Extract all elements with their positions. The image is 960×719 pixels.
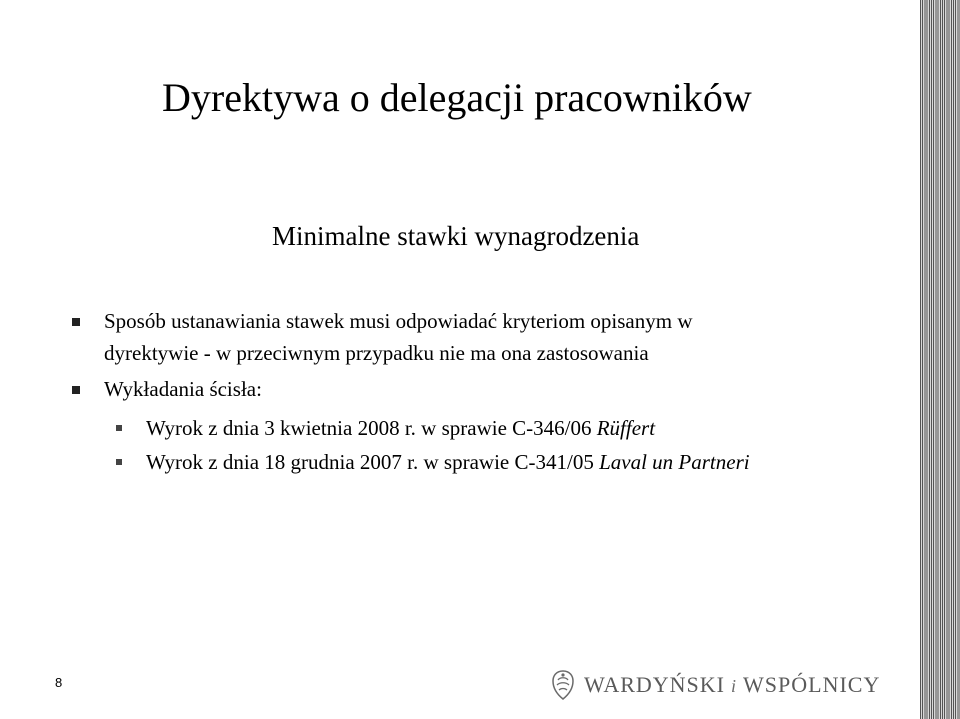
- bullet-marker-icon: [72, 386, 80, 394]
- sub-bullet-1-case-name: Rüffert: [596, 416, 656, 440]
- bullet-1-line-1: Sposób ustanawiania stawek musi odpowiadać kryteriom opisanym w: [104, 309, 693, 333]
- sub-bullet-marker-icon: [116, 459, 122, 465]
- bullet-2-line-1: Wykładania ścisła:: [104, 377, 262, 401]
- firm-logo: [548, 668, 918, 702]
- sub-bullet-2-case-name: Laval un Partneri: [599, 450, 750, 474]
- decorative-stripe-bar: [920, 0, 960, 719]
- slide-subtitle: Minimalne stawki wynagrodzenia: [272, 221, 640, 251]
- bullet-1-line-2: dyrektywie - w przeciwnym przypadku nie ma ona zastosowania: [104, 341, 649, 365]
- sub-bullet-1-text: Wyrok z dnia 3 kwietnia 2008 r. w sprawie C-346/06: [146, 416, 597, 440]
- firm-name: [584, 672, 880, 699]
- slide-title: Dyrektywa o delegacji pracowników: [162, 75, 752, 120]
- page-number: 8: [55, 675, 63, 690]
- firm-name-left: WARDYŃSKI: [584, 672, 725, 697]
- firm-name-connector: i: [731, 676, 738, 696]
- crest-icon: [548, 668, 578, 702]
- sub-bullet-2-text: Wyrok z dnia 18 grudnia 2007 r. w sprawie C-341/05: [146, 450, 600, 474]
- sub-bullet-marker-icon: [116, 425, 122, 431]
- sub-bullet-2: [146, 447, 750, 477]
- bullet-marker-icon: [72, 318, 80, 326]
- firm-name-right: WSPÓLNICY: [743, 672, 881, 697]
- sub-bullet-1: [146, 413, 655, 443]
